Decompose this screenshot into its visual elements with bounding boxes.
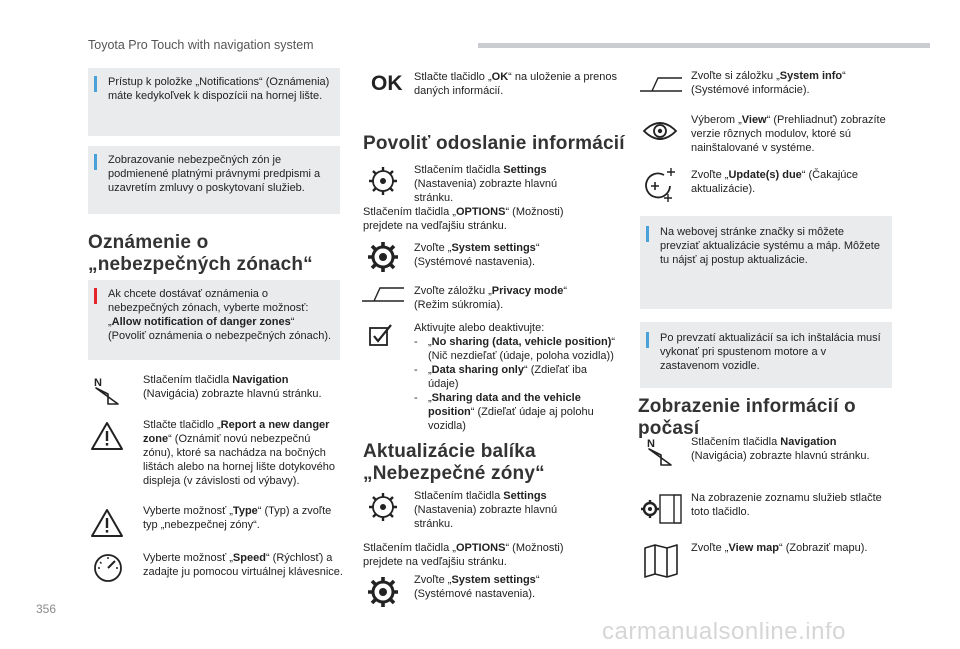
info-flag-icon [646,226,649,242]
step-ok-text: Stlačte tlačidlo „OK“ na uloženie a prenos daných informácií. [414,71,618,97]
info-box-notifications [88,68,340,136]
step-system-settings-text: Zvoľte „System settings“ (Systémové nastavenia). [414,242,540,268]
info-box-text: Zobrazovanie nebezpečných zón je podmienené platnými právnymi predpismi a uzavretím zmluvy o poskytovaní služieb. [108,154,321,194]
step-update-options-text: Stlačením tlačidla „OPTIONS“ (Možnosti) prejdete na vedľajšiu stránku. [363,542,564,568]
map-icon [642,542,680,580]
services-list-icon [640,492,684,526]
section-heading-allow-sending: Povoliť odoslanie informácií [363,133,625,154]
step-report-danger-text: Stlačte tlačidlo „Report a new danger zone“ (Oznámiť novú nebezpečnú zónu), ktoré sa nachádza na bočných lištách alebo na hornej lište dotykového displeja (v závislosti od výbavy). [143,419,336,487]
list-item: - „Data sharing only“ (Zdieľať iba údaje) [414,364,587,390]
step-view-text: Výberom „View“ (Prehliadnuť) zobrazíte verzie rôznych modulov, ktoré sú nainštalované v systéme. [691,114,886,154]
step-updates-due-text: Zvoľte „Update(s) due“ (Čakajúce aktualizácie). [691,169,859,195]
info-box-website [640,216,892,309]
step-system-info-text: Zvoľte si záložku „System info“ (Systémové informácie). [691,70,846,96]
tab-icon [360,284,406,304]
warning-triangle-icon [90,507,124,539]
navigation-icon [92,374,124,406]
settings-gear-icon [367,491,399,523]
step-update-settings-text: Stlačením tlačidla Settings (Nastavenia) zobrazte hlavnú stránku. [414,490,558,530]
info-flag-icon [646,332,649,348]
warning-text: Ak chcete dostávať oznámenia o nebezpečných zónach, vyberte možnosť: „Allow notification of danger zones“ (Povoliť oznámenia o nebezpečných zónach). [108,288,332,342]
step-options-text: Stlačením tlačidla „OPTIONS“ (Možnosti) prejdete na vedľajšiu stránku. [363,206,564,232]
info-box-text: Po prevzatí aktualizácií sa ich inštalácia musí vykonať pri spustenom motore a v zastavenom vozidle. [660,332,881,372]
step-type-text: Vyberte možnosť „Type“ (Typ) a zvoľte typ „nebezpečnej zóny“. [143,505,332,531]
speedometer-icon [92,552,124,584]
step-view-map-text: Zvoľte „View map“ (Zobraziť mapu). [691,542,868,554]
step-update-system-settings-text: Zvoľte „System settings“ (Systémové nastavenia). [414,574,540,600]
info-box-legal [88,146,340,214]
settings-gear-icon [367,165,399,197]
info-box-install [640,322,892,388]
step-speed-text: Vyberte možnosť „Speed“ (Rýchlosť) a zadajte ju pomocou virtuálnej klávesnice. [143,552,343,578]
list-item: - „No sharing (data, vehicle position)“ (Nič nezdieľať (údaje, poloha vozidla)) [414,336,616,362]
list-item: - „Sharing data and the vehicle position“ (Zdieľať údaje aj polohu vozidla) [414,392,594,432]
running-header: Toyota Pro Touch with navigation system [88,38,314,52]
privacy-options-list: Aktivujte alebo deaktivujte: - „No sharing (data, vehicle position)“ (Nič nezdieľať (údaje, poloha vozidla)) - „Data sharing only“ (Zdieľať iba údaje) - „Sharing data and the vehicle position“ (Zdieľať údaje aj polohu vozidla) [414,321,620,433]
section-heading-weather: Zobrazenie informácií o počasí [638,396,856,439]
svg-text:N: N [94,377,102,389]
header-divider [478,43,930,48]
info-box-text: Prístup k položke „Notifications“ (Oznámenia) máte kedykoľvek k dispozícii na hornej lište. [108,76,330,102]
watermark: carmanualsonline.info [602,622,846,645]
info-flag-icon [94,154,97,170]
page-number: 356 [36,602,57,616]
update-refresh-icon [642,168,678,202]
section-heading-danger-updates: Aktualizácie balíka „Nebezpečné zóny“ [363,441,545,484]
eye-icon [642,116,678,146]
warning-flag-icon [94,288,97,304]
system-settings-icon [366,240,400,274]
checkbox-icon [368,322,394,348]
section-heading-danger-zones: Oznámenie o „nebezpečných zónach“ [88,232,313,275]
info-flag-icon [94,76,97,92]
tab-icon [638,74,684,94]
system-settings-icon [366,575,400,609]
warning-triangle-icon [90,420,124,452]
step-weather-navigation-text: Stlačením tlačidla Navigation (Navigácia) zobrazte hlavnú stránku. [691,436,870,462]
step-navigation-text: Stlačením tlačidla Navigation (Navigácia) zobrazte hlavnú stránku. [143,374,322,400]
step-privacy-mode-text: Zvoľte záložku „Privacy mode“ (Režim súkromia). [414,285,568,311]
step-settings-text: Stlačením tlačidla Settings (Nastavenia) zobrazte hlavnú stránku. [414,164,558,204]
ok-icon: OK [371,72,403,95]
info-box-text: Na webovej stránke značky si môžete prevziať aktualizácie systému a máp. Môžete tu nájsť aj postup aktualizácie. [660,226,880,266]
step-services-text: Na zobrazenie zoznamu služieb stlačte toto tlačidlo. [691,492,882,518]
warning-box [88,280,340,360]
navigation-icon [645,435,677,467]
svg-text:N: N [647,438,655,450]
